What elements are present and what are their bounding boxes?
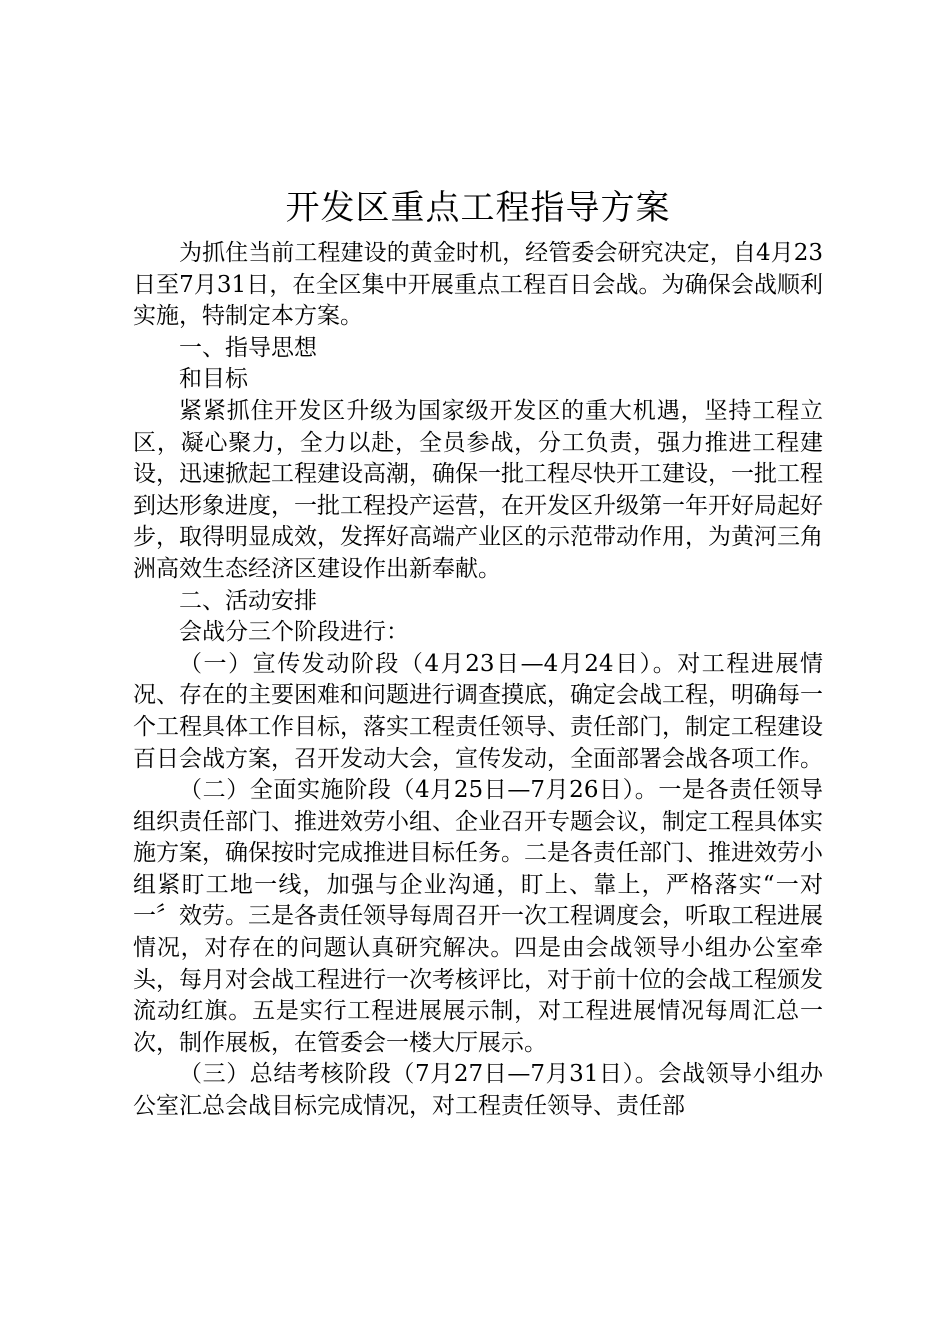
stages-intro: 会战分三个阶段进行：	[179, 619, 409, 646]
section-heading-guiding-thought: 一、指导思想	[179, 334, 317, 361]
guiding-thought-paragraph: 紧紧抓住开发区升级为国家级开发区的重大机遇，坚持工程立区，凝心聚力，全力以赴，全员参战，分工负责，强力推进工程建设，迅速掀起工程建设高潮，确保一批工程尽快开工建设，一批工程到达形象进度，一批工程投产运营，在开发区升级第一年开好局起好步，取得明显成效，发挥好高端产业区的示范带动作用，为黄河三角洲高效生态经济区建设作出新奉献。	[133, 397, 823, 582]
stage-one-paragraph: （一）宣传发动阶段（4月23日—4月24日）。对工程进展情况、存在的主要困难和问题进行调查摸底，确定会战工程，明确每一个工程具体工作目标，落实工程责任领导、责任部门，制定工程建设百日会战方案，召开发动大会，宣传发动，全面部署会战各项工作。	[133, 650, 823, 772]
stage-three-paragraph: （三）总结考核阶段（7月27日—7月31日）。会战领导小组办公室汇总会战目标完成情况，对工程责任领导、责任部	[133, 1061, 823, 1120]
section-heading-activity-arrangement: 二、活动安排	[179, 587, 317, 614]
document-title: 开发区重点工程指导方案	[285, 188, 671, 228]
stage-two-paragraph: （二）全面实施阶段（4月25日—7月26日）。一是各责任领导组织责任部门、推进效劳小组、企业召开专题会议，制定工程具体实施方案，确保按时完成推进目标任务。二是各责任部门、推进效劳小组紧盯工地一线，加强与企业沟通，盯上、靠上，严格落实“一对一〞效劳。三是各责任领导每周召开一次工程调度会，听取工程进展情况，对存在的问题认真研究解决。四是由会战领导小组办公室牵头，每月对会战工程进行一次考核评比，对于前十位的会战工程颁发流动红旗。五是实行工程进展展示制，对工程进展情况每周汇总一次，制作展板，在管委会一楼大厅展示。	[133, 777, 823, 1056]
intro-paragraph: 为抓住当前工程建设的黄金时机，经管委会研究决定，自4月23日至7月31日，在全区集中开展重点工程百日会战。为确保会战顺利实施，特制定本方案。	[133, 240, 823, 330]
document-page	[133, 180, 823, 1123]
section-heading-goals: 和目标	[179, 366, 248, 393]
